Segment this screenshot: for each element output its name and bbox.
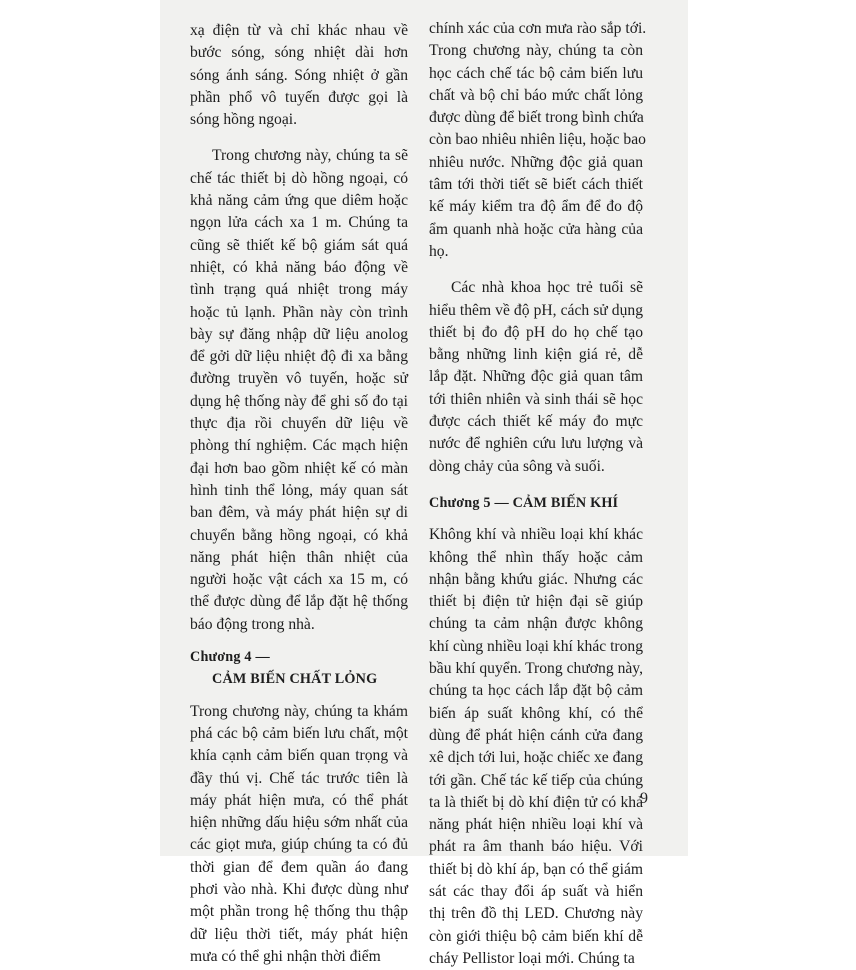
text-line: được dùng để biết trong bình chứa [429, 109, 644, 127]
text-line: phát ra âm thanh báo hiệu. Với [429, 838, 643, 856]
text-line: người hoặc vật cách xa 15 m, có [190, 571, 408, 589]
text-line: nước để nghiên cứu lưu lượng và [429, 435, 643, 453]
text-line: chúng ta học cách lắp đặt bộ cảm [429, 682, 643, 700]
text-line: tâm tới thời tiết sẽ biết cách thiết [429, 176, 643, 194]
text-line: họ. [429, 242, 449, 260]
text-line: bầu khí quyển. Trong chương này, [429, 660, 643, 678]
paragraph-chapter4-summary [190, 701, 408, 969]
text-line: ta là thiết bị dò khí điện tử có khả [429, 793, 643, 811]
paragraph-chapter5-summary [429, 524, 643, 970]
text-line: khía cạnh cảm biến quan trọng và [190, 747, 408, 765]
text-line: hiểu thêm về độ pH, cách sử dụng [429, 301, 643, 319]
text-line: học cách chế tác bộ cảm biến lưu [429, 64, 643, 82]
text-line: hiện những dấu hiệu sớm nhất của [190, 814, 408, 832]
text-line: chính xác của cơn mưa rào sắp tới. [429, 20, 647, 37]
book-page [160, 0, 688, 967]
text-line: không thể nhìn thấy hoặc cảm [429, 548, 643, 566]
text-line: phơi vào nhà. Khi được dùng như [190, 880, 408, 898]
text-line: nhiêu nước. Những độc giả quan [429, 153, 643, 171]
text-line: khí cùng nhiều loại khí khác trong [429, 637, 643, 655]
chapter5-heading: Chương 5 — CẢM BIẾN KHÍ [429, 494, 619, 511]
text-line: chuyển bằng hồng ngoại, có khả [190, 526, 408, 544]
text-line: thị trên đồ thị LED. Chương này [429, 905, 643, 923]
text-line: thực địa rồi chuyển dữ liệu về [190, 415, 408, 433]
text-line: năng phát hiện thân nhiệt của [190, 548, 408, 566]
text-line: tình trạng quá nhiệt trong máy [190, 281, 408, 299]
text-line: một phần trong hệ thống thu thập [190, 903, 408, 921]
chapter4-number: Chương 4 — [190, 649, 270, 666]
text-line: xê dịch tới lui, hoặc chiếc xe đang [429, 749, 643, 767]
text-line: dụng hệ thống này để ghi số đo tại [190, 392, 408, 410]
text-line: để gởi dữ liệu nhiệt độ đi xa bằng [190, 348, 408, 366]
text-line: phòng thí nghiệm. Các mạch hiện [190, 437, 408, 455]
text-line: ngọn lửa cách xa 1 m. Chúng ta [190, 214, 408, 232]
left-column [190, 20, 408, 968]
text-line: ban đêm, và máy phát hiện sự di [190, 504, 408, 522]
text-line: Trong chương này, chúng ta khám [190, 702, 408, 720]
text-line: dùng để phát hiện cánh cửa đang [429, 726, 643, 744]
text-line: tới gần. Chế tác kế tiếp của chúng [429, 771, 643, 789]
text-line: kế máy kiểm tra độ ẩm để đo độ [429, 198, 643, 216]
text-line: chúng ta cảm nhận được không [429, 615, 643, 633]
text-line: thể được dùng để lắp đặt hệ thống [190, 593, 408, 611]
text-line: tới thiên nhiên và sinh thái sẽ học [429, 390, 643, 408]
text-line: ẩm quanh nhà hoặc cửa hàng của [429, 220, 643, 238]
text-line: sát các thay đổi áp suất và hiển [429, 882, 643, 900]
text-line: thiết bị đo độ pH do họ chế tạo [429, 323, 643, 341]
text-line: chất và bộ chỉ báo mức chất lỏng [429, 86, 643, 104]
text-line: khả năng cảm ứng que diêm hoặc [190, 192, 408, 210]
text-line: biến áp suất không khí, có thể [429, 704, 643, 722]
text-line: Trong chương này, chúng ta còn [429, 42, 643, 60]
text-line: thiết bị điện tử hiện đại sẽ giúp [429, 593, 643, 611]
text-line: mưa có thể ghi nhận thời điểm [190, 947, 381, 965]
text-line: năng phát hiện nhiều loại khí và [429, 816, 643, 834]
text-line: còn giới thiệu bộ cảm biến khí dễ [429, 927, 643, 945]
text-line: máy phát hiện mưa, có thể phát [190, 791, 408, 809]
paragraph-chapter3-summary [190, 145, 408, 636]
text-line: lắp đặt. Những độc giả quan tâm [429, 368, 643, 386]
text-line: báo động trong nhà. [190, 615, 315, 633]
text-line: hoặc tủ lạnh. Phần này còn trình [190, 303, 408, 321]
text-line: nhiệt, có khả năng báo động về [190, 258, 408, 276]
text-line: thiết bị dò khí áp, bạn có thể giám [429, 860, 643, 878]
text-line: nhận bằng khứu giác. Nhưng các [429, 570, 643, 588]
text-line: chế tác thiết bị dò hồng ngoại, có [190, 169, 408, 187]
text-line: đường truyền vô tuyến, hoặc sử [190, 370, 408, 388]
chapter4-heading [190, 646, 408, 691]
text-line: đại hơn bao gồm nhiệt kế có màn [190, 459, 408, 477]
paragraph-intro-continued [190, 20, 408, 131]
text-line: cũng sẽ thiết kế bộ giám sát quá [190, 236, 408, 254]
text-line: bày sự đăng nhập dữ liệu anolog [190, 325, 408, 343]
text-line: đầy thú vị. Chế tác trước tiên là [190, 769, 408, 787]
text-line: thời gian để đem quần áo đang [190, 858, 408, 876]
text-line: Trong chương này, chúng ta sẽ [212, 147, 408, 165]
text-line: Các nhà khoa học trẻ tuổi sẽ [451, 279, 643, 297]
text-line: sóng hồng ngoại. [190, 111, 297, 129]
text-line: Không khí và nhiều loại khí khác [429, 526, 643, 544]
text-line: cháy Pellistor loại mới. Chúng ta [429, 949, 635, 967]
right-column [429, 18, 647, 970]
page-number: 9 [640, 790, 648, 807]
text-line: phá các bộ cảm biến lưu chất, một [190, 724, 408, 742]
text-line: được cách thiết kế máy đo mực [429, 413, 643, 431]
text-line: hình tinh thể lỏng, máy quan sát [190, 481, 408, 499]
text-line: sóng ánh sáng. Sóng nhiệt ở gần [190, 66, 408, 84]
text-line: các giọt mưa, giúp chúng ta có đủ [190, 836, 408, 854]
text-line: phần phổ vô tuyến được gọi là [190, 88, 408, 106]
text-line: dòng chảy của sông và suối. [429, 457, 605, 475]
text-line: xạ điện từ và chỉ khác nhau về [190, 22, 408, 39]
text-line: còn bao nhiêu nhiên liệu, hoặc bao [429, 131, 646, 149]
paragraph-ph-summary [429, 277, 643, 478]
text-line: bước sóng, sóng nhiệt dài hơn [190, 44, 408, 62]
text-line: bằng những linh kiện giá rẻ, dễ [429, 346, 643, 364]
chapter4-title: CẢM BIẾN CHẤT LỎNG [212, 671, 378, 688]
paragraph-chapter4-continued [429, 18, 647, 263]
text-line: dữ liệu thời tiết, máy phát hiện [190, 925, 408, 943]
